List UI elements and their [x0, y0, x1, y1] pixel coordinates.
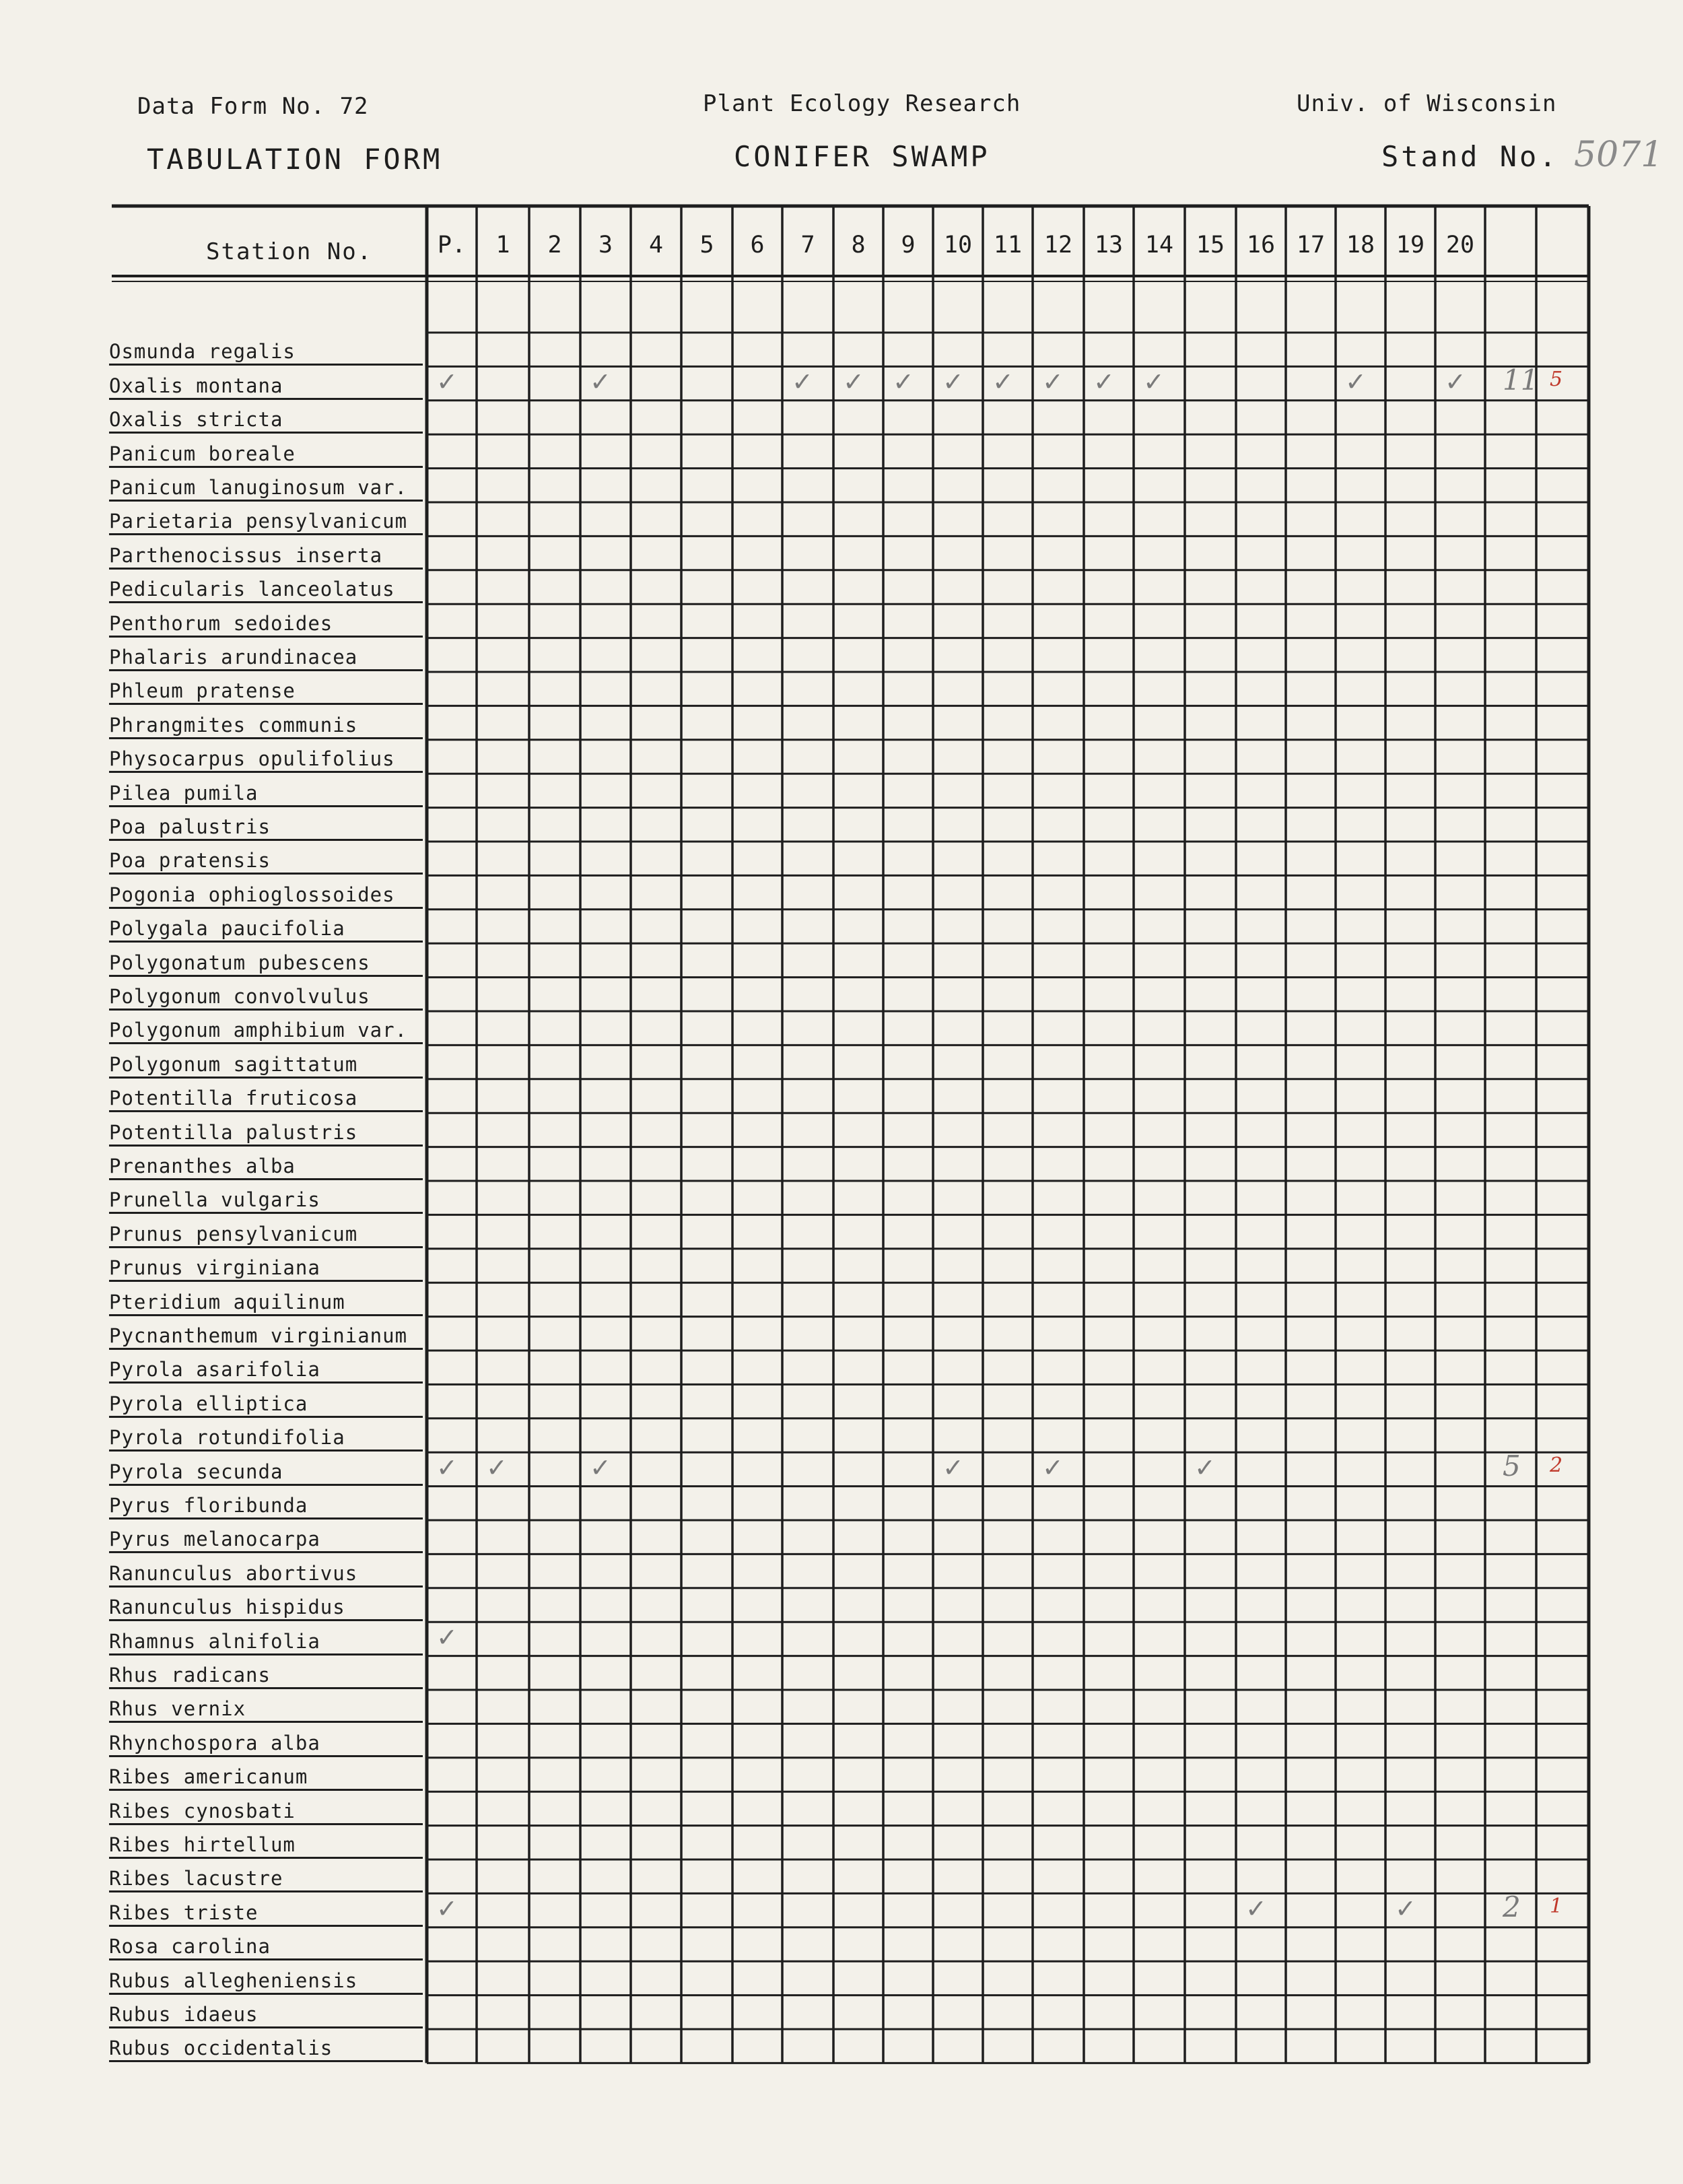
check-mark: ✓	[992, 367, 1014, 397]
column-header: 4	[648, 232, 664, 259]
species-row-label: Physocarpus opulifolius	[109, 747, 423, 773]
species-row-label: Polygonum convolvulus	[109, 984, 423, 1011]
species-row-label: Rhus vernix	[109, 1697, 423, 1723]
tally-count: 5	[1503, 1449, 1521, 1483]
species-row-label: Pilea pumila	[109, 781, 423, 807]
species-row-label: Pedicularis lanceolatus	[109, 577, 423, 603]
check-mark: ✓	[590, 1453, 611, 1483]
species-row-label: Rubus idaeus	[109, 2002, 423, 2028]
research-title: Plant Ecology Research	[703, 90, 1021, 117]
species-row-label: Polygala paucifolia	[109, 916, 423, 943]
column-header: 5	[699, 232, 714, 259]
stand-number-handwritten: 5071	[1574, 135, 1663, 175]
species-row-label: Oxalis stricta	[109, 407, 423, 434]
species-row-label: Poa palustris	[109, 815, 423, 841]
species-row-label: Potentilla fruticosa	[109, 1086, 423, 1112]
species-row-label: Pyrus melanocarpa	[109, 1527, 423, 1553]
species-row-label: Prenanthes alba	[109, 1154, 423, 1180]
species-row-label: Ribes hirtellum	[109, 1833, 423, 1859]
column-header: 15	[1196, 232, 1225, 259]
check-mark: ✓	[1395, 1894, 1416, 1924]
species-row-label: Panicum boreale	[109, 442, 423, 468]
column-header: 12	[1043, 232, 1073, 259]
species-row-label: Rhus radicans	[109, 1663, 423, 1689]
column-header: 6	[750, 232, 765, 259]
species-row-label: Rhynchospora alba	[109, 1731, 423, 1757]
species-row-label: Phrangmites communis	[109, 713, 423, 739]
tally-count: 2	[1503, 1890, 1521, 1924]
species-row-label: Phleum pratense	[109, 679, 423, 705]
stand-label: Stand No.	[1381, 140, 1559, 173]
red-annotation: 5	[1550, 368, 1563, 392]
species-row-label: Pyrus floribunda	[109, 1493, 423, 1520]
check-mark: ✓	[792, 367, 813, 397]
column-header: 7	[800, 232, 815, 259]
tally-count: 11	[1503, 364, 1539, 397]
check-mark: ✓	[1194, 1453, 1216, 1483]
species-row-label: Pyrola secunda	[109, 1460, 423, 1486]
station-number-label: Station No.	[206, 238, 373, 265]
check-mark: ✓	[1143, 367, 1165, 397]
species-row-label: Penthorum sedoides	[109, 611, 423, 638]
species-row-label: Ribes americanum	[109, 1765, 423, 1791]
column-header: P.	[437, 232, 467, 259]
check-mark: ✓	[436, 1894, 458, 1924]
check-mark: ✓	[942, 367, 964, 397]
species-row-label: Oxalis montana	[109, 374, 423, 400]
species-row-label: Ranunculus hispidus	[109, 1595, 423, 1621]
species-row-label: Rosa carolina	[109, 1934, 423, 1960]
species-row-label: Polygonum sagittatum	[109, 1052, 423, 1079]
species-row-label: Prunus virginiana	[109, 1256, 423, 1282]
species-row-label: Rubus allegheniensis	[109, 1969, 423, 1995]
check-mark: ✓	[436, 367, 458, 397]
check-mark: ✓	[942, 1453, 964, 1483]
species-row-label: Polygonum amphibium var.	[109, 1018, 423, 1044]
species-row-label: Pyrola rotundifolia	[109, 1425, 423, 1452]
species-row-label: Parthenocissus inserta	[109, 543, 423, 570]
university-name: Univ. of Wisconsin	[1297, 90, 1557, 117]
check-mark: ✓	[590, 367, 611, 397]
check-mark: ✓	[1093, 367, 1115, 397]
species-row-label: Pycnanthemum virginianum	[109, 1324, 423, 1350]
species-row-label: Poa pratensis	[109, 848, 423, 875]
check-mark: ✓	[486, 1453, 508, 1483]
species-row-label: Panicum lanuginosum var.	[109, 475, 423, 502]
column-header: 16	[1246, 232, 1276, 259]
species-row-label: Prunus pensylvanicum	[109, 1222, 423, 1248]
column-header: 14	[1144, 232, 1174, 259]
check-mark: ✓	[893, 367, 914, 397]
species-row-label: Pteridium aquilinum	[109, 1290, 423, 1316]
tabulation-title: TABULATION FORM	[147, 143, 443, 176]
species-row-label: Ribes cynosbati	[109, 1799, 423, 1825]
species-row-label: Rhamnus alnifolia	[109, 1629, 423, 1656]
species-row-label: Pogonia ophioglossoides	[109, 883, 423, 909]
species-row-label: Rubus occidentalis	[109, 2036, 423, 2062]
species-row-label: Osmunda regalis	[109, 339, 423, 366]
species-row-label: Polygonatum pubescens	[109, 951, 423, 977]
species-row-label: Ribes triste	[109, 1901, 423, 1927]
check-mark: ✓	[1345, 367, 1367, 397]
conifer-swamp-title: CONIFER SWAMP	[734, 140, 990, 173]
species-row-label: Ranunculus abortivus	[109, 1561, 423, 1588]
check-mark: ✓	[1245, 1894, 1267, 1924]
column-header: 8	[851, 232, 866, 259]
column-header: 17	[1296, 232, 1326, 259]
red-annotation: 2	[1550, 1454, 1563, 1478]
species-row-label: Potentilla palustris	[109, 1120, 423, 1147]
column-header: 11	[993, 232, 1023, 259]
species-row-label: Pyrola elliptica	[109, 1392, 423, 1418]
column-header: 18	[1346, 232, 1375, 259]
species-row-label: Prunella vulgaris	[109, 1188, 423, 1214]
column-header: 1	[495, 232, 510, 259]
check-mark: ✓	[1042, 1453, 1064, 1483]
check-mark: ✓	[843, 367, 864, 397]
check-mark: ✓	[436, 1453, 458, 1483]
column-header: 19	[1396, 232, 1425, 259]
column-header: 10	[943, 232, 973, 259]
species-row-label: Ribes lacustre	[109, 1866, 423, 1892]
species-row-label: Phalaris arundinacea	[109, 645, 423, 671]
column-header: 20	[1445, 232, 1475, 259]
species-row-label: Parietaria pensylvanicum	[109, 509, 423, 535]
check-mark: ✓	[436, 1623, 458, 1653]
species-row-label: Pyrola asarifolia	[109, 1357, 423, 1384]
form-number: Data Form No. 72	[137, 93, 369, 120]
column-header: 3	[598, 232, 613, 259]
check-mark: ✓	[1042, 367, 1064, 397]
check-mark: ✓	[1445, 367, 1466, 397]
column-header: 13	[1094, 232, 1124, 259]
column-header: 9	[901, 232, 916, 259]
red-annotation: 1	[1550, 1895, 1563, 1919]
column-header: 2	[547, 232, 562, 259]
